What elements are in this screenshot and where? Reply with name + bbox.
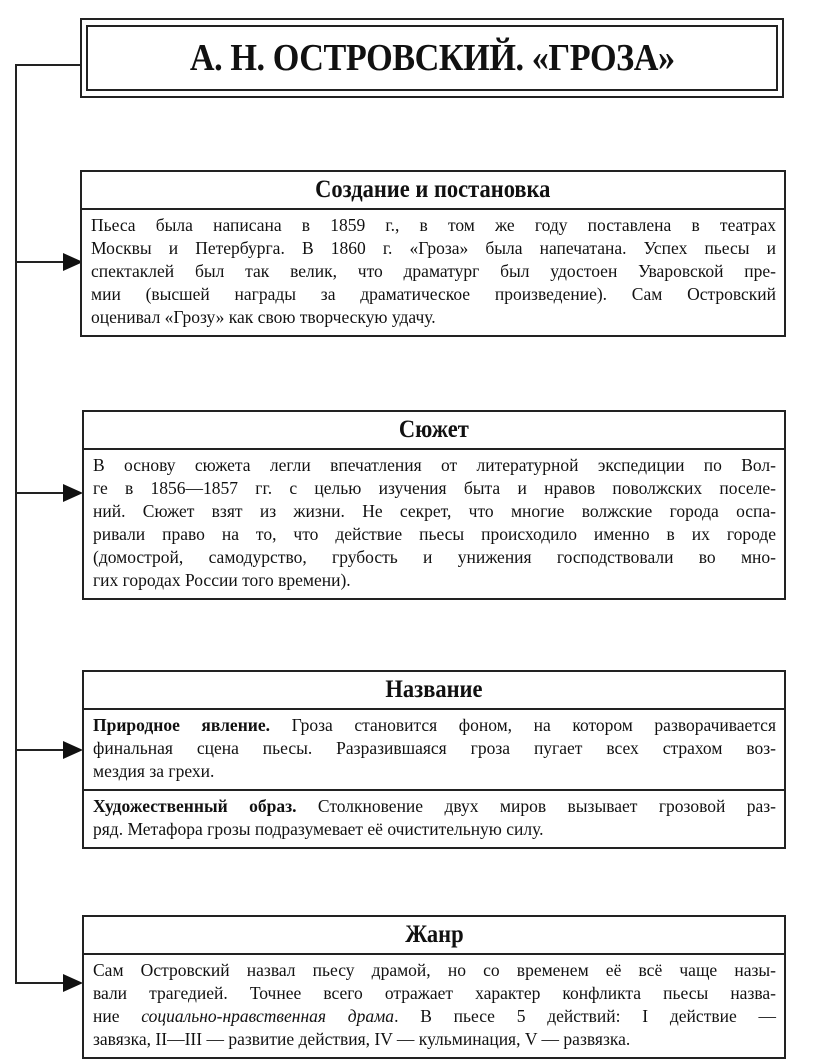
- box-section: [84, 710, 784, 789]
- connector-title-line: [15, 64, 81, 66]
- box-section: [84, 955, 784, 1057]
- text-line: [93, 737, 776, 760]
- arrow-head-icon: [63, 484, 83, 502]
- arrow-icon: [15, 261, 65, 263]
- text-line: [93, 959, 776, 982]
- text-segment: Сам Островский назвал пьесу драмой, но со временем её всё чаще назы-: [93, 960, 776, 980]
- text-segment: ний. Сюжет взят из жизни. Не секрет, что многие волжские города оспа-: [93, 501, 776, 521]
- box-title-meaning: [82, 670, 786, 849]
- text-line: [91, 260, 776, 283]
- text-line: [93, 569, 776, 592]
- text-line: [93, 760, 776, 783]
- title-box: [80, 18, 784, 98]
- box-section: [84, 450, 784, 598]
- text-segment: мездия за грехи.: [93, 761, 215, 781]
- text-segment: вали трагедией. Точнее всего отражает характер конфликта пьесы назва-: [93, 983, 776, 1003]
- arrow-head-icon: [63, 974, 83, 992]
- text-line: [93, 714, 776, 737]
- text-segment: ряд. Метафора грозы подразумевает её очистительную силу.: [93, 819, 544, 839]
- text-segment: оценивал «Грозу» как свою творческую удачу.: [91, 307, 436, 327]
- box-heading: [84, 917, 784, 955]
- text-line: [91, 306, 776, 329]
- text-line: [93, 477, 776, 500]
- text-line: [93, 546, 776, 569]
- box-creation: [80, 170, 786, 337]
- text-segment: Гроза становится фоном, на котором разворачивается: [270, 715, 776, 735]
- text-segment: ривали право на то, что действие пьесы происходило именно в их городе: [93, 524, 776, 544]
- text-segment: мии (высшей награды за драматическое произведение). Сам Островский: [91, 284, 776, 304]
- bold-lead-in: Природное явление.: [93, 715, 271, 735]
- connector-trunk-line: [15, 64, 17, 983]
- text-segment: В основу сюжета легли впечатления от литературной экспедиции по Вол-: [93, 455, 776, 475]
- box-heading-text: Название: [385, 676, 483, 703]
- text-line: [93, 795, 776, 818]
- title-inner-frame: [86, 25, 778, 91]
- page-title: А. Н. ОСТРОВСКИЙ. «ГРОЗА»: [189, 37, 675, 79]
- text-segment: (домострой, самодурство, грубость и унижения господствовали во мно-: [93, 547, 776, 567]
- text-segment: ге в 1856—1857 гг. с целью изучения быта и нравов поволжских поселе-: [93, 478, 776, 498]
- box-section: [82, 210, 784, 335]
- box-heading: [82, 172, 784, 210]
- text-segment: Москвы и Петербурга. В 1860 г. «Гроза» была напечатана. Успех пьесы и: [91, 238, 776, 258]
- italic-term: социально-нравственная драма: [141, 1006, 395, 1026]
- text-segment: ние: [93, 1006, 142, 1026]
- arrow-head-icon: [63, 741, 83, 759]
- text-segment: Столкновение двух миров вызывает грозовой раз-: [296, 796, 776, 816]
- box-genre: [82, 915, 786, 1059]
- text-line: [91, 237, 776, 260]
- bold-lead-in: Художественный образ.: [93, 796, 297, 816]
- box-heading-text: Жанр: [404, 921, 464, 948]
- text-line: [93, 818, 776, 841]
- box-heading-text: Создание и постановка: [315, 176, 551, 203]
- text-line: [93, 454, 776, 477]
- text-segment: . В пьесе 5 действий: I действие —: [394, 1006, 776, 1026]
- arrow-icon: [15, 492, 65, 494]
- text-line: [93, 1028, 776, 1051]
- box-plot: [82, 410, 786, 600]
- text-line: [93, 523, 776, 546]
- box-heading: [84, 412, 784, 450]
- box-heading-text: Сюжет: [399, 416, 469, 443]
- text-line: [93, 500, 776, 523]
- text-segment: финальная сцена пьесы. Разразившаяся гроза пугает всех страхом воз-: [93, 738, 776, 758]
- text-line: [91, 283, 776, 306]
- box-section: [84, 789, 784, 847]
- arrow-icon: [15, 982, 65, 984]
- text-segment: завязка, II—III — развитие действия, IV — кульминация, V — развязка.: [93, 1029, 631, 1049]
- text-line: [93, 982, 776, 1005]
- text-segment: гих городах России того времени).: [93, 570, 351, 590]
- text-line: [91, 214, 776, 237]
- arrow-icon: [15, 749, 65, 751]
- text-line: [93, 1005, 776, 1028]
- text-segment: спектаклей был так велик, что драматург был удостоен Уваровской пре-: [91, 261, 776, 281]
- box-heading: [84, 672, 784, 710]
- text-segment: Пьеса была написана в 1859 г., в том же году поставлена в театрах: [91, 215, 776, 235]
